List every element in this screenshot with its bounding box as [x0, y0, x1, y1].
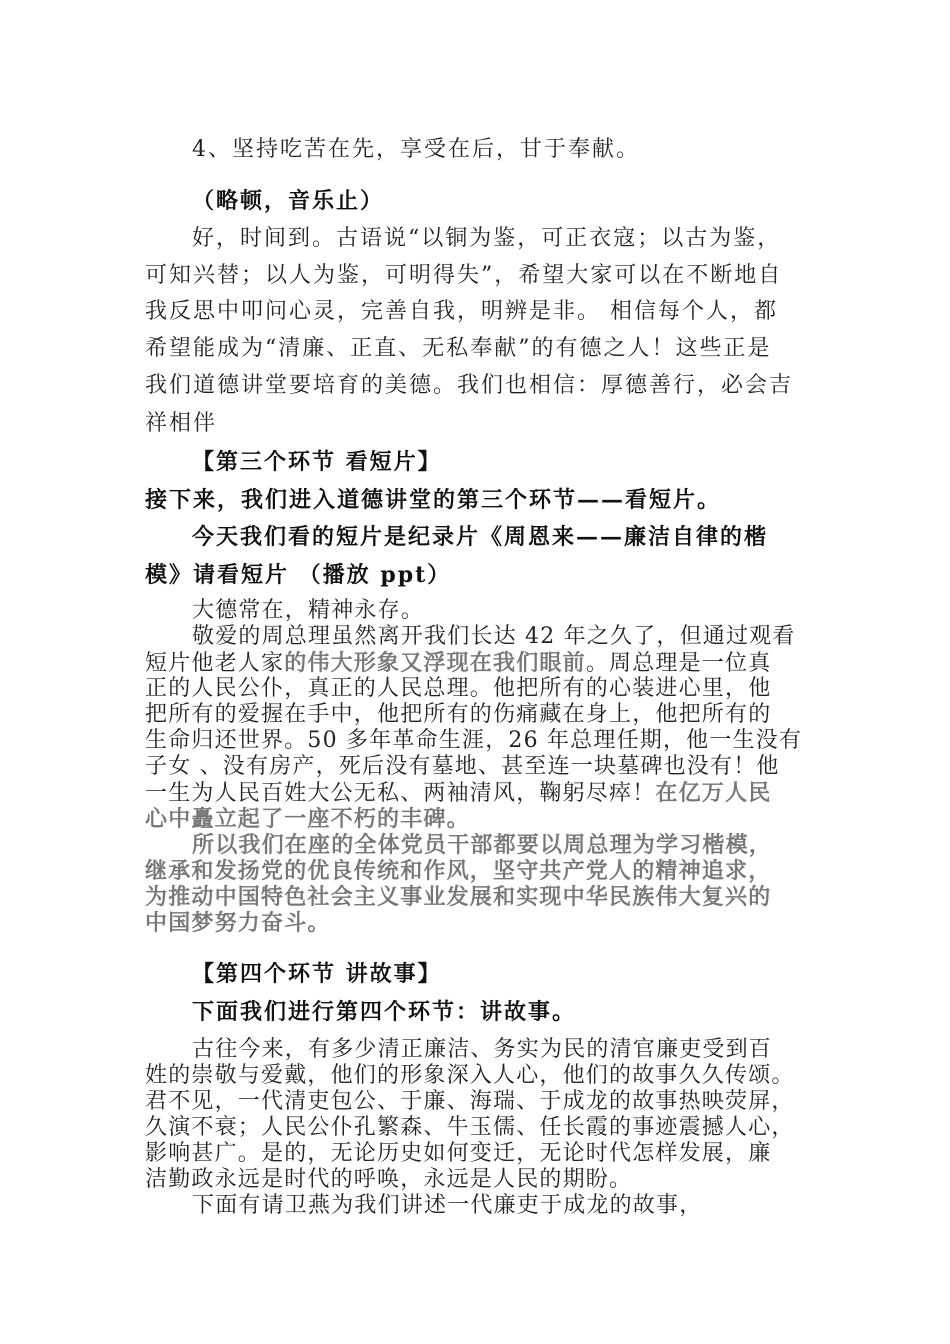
section4-heading: 【第四个环节 讲故事】: [192, 961, 442, 987]
emphasis-text: 在亿万人民: [655, 780, 772, 806]
paragraph-line: 好，时间到。古语说“以铜为鉴，可正衣寇；以古为鉴，: [192, 226, 782, 251]
paragraph-line: 我反思中叩问心灵，完善自我，明辨是非。 相信每个人，都: [145, 299, 778, 324]
paragraph-line: 我们道德讲堂要培育的美德。我们也相信：厚德善行，必会吉: [145, 373, 794, 398]
paragraph-line: 把所有的爱握在手中，他把所有的伤痛藏在身上，他把所有的: [145, 702, 772, 727]
section3-heading: 【第三个环节 看短片】: [192, 449, 442, 475]
paragraph-line: 久演不衰；人民公仆孔繁森、牛玉儒、任长霞的事迹震撼人心，: [145, 1115, 795, 1140]
paragraph-line: 子女 、没有房产，死后没有墓地、甚至连一块墓碑也没有！他: [145, 754, 780, 779]
text-run: 。周总理是一位真: [585, 651, 772, 676]
paragraph-line: 为推动中国特色社会主义事业发展和实现中华民族伟大复兴的: [145, 884, 772, 910]
motto-line: 大德常在，精神永存。: [192, 598, 425, 623]
paragraph-line: 敬爱的周总理虽然离开我们长达 42 年之久了，但通过观看: [192, 624, 796, 649]
paragraph-line: [145, 652, 771, 675]
paragraph-line: 可知兴替；以人为鉴，可明得失”，希望大家可以在不断地自: [145, 263, 783, 288]
paragraph-line: [145, 782, 771, 805]
paragraph-line: 下面有请卫燕为我们讲述一代廉吏于成龙的故事，: [192, 1193, 703, 1218]
paragraph-line: 继承和发扬党的优良传统和作风，坚守共产党人的精神追求，: [145, 858, 772, 884]
paragraph-line: 生命归还世界。50 多年革命生涯，26 年总理任期，他一生没有: [145, 728, 803, 753]
film-title-line: 模》请看短片 （播放 ppt）: [145, 562, 452, 588]
paragraph-line: 祥相伴: [145, 411, 218, 436]
paragraph-line: 影响甚广。是的，无论历史如何变迁，无论时代怎样发展，廉: [145, 1141, 772, 1166]
paragraph-line: 所以我们在座的全体党员干部都要以周总理为学习楷模，: [192, 832, 773, 858]
film-title-line: 今天我们看的短片是纪录片《周恩来——廉洁自律的楷: [192, 524, 769, 550]
paragraph-line: 心中矗立起了一座不朽的丰碑。: [145, 806, 470, 832]
paragraph-line: 中国梦努力奋斗。: [145, 910, 331, 936]
paragraph-line: 君不见，一代清吏包公、于廉、海瑞、于成龙的故事热映荧屏，: [145, 1089, 795, 1114]
paragraph-line: 洁勤政永远是时代的呼唤，永远是人民的期盼。: [145, 1167, 633, 1192]
paragraph-line: 姓的崇敬与爱戴，他们的形象深入人心，他们的故事久久传颂。: [145, 1063, 795, 1088]
section3-intro: 接下来，我们进入道德讲堂的第三个环节——看短片。: [145, 487, 722, 513]
paragraph-line: 古往今来，有多少清正廉洁、务实为民的清官廉吏受到百: [192, 1037, 773, 1062]
paragraph-line: 正的人民公仆，真正的人民总理。他把所有的心装进心里，他: [145, 676, 772, 701]
text-run: 短片他老人家: [145, 651, 285, 676]
stage-direction-pause: （略顿，音乐止）: [192, 188, 385, 214]
emphasis-text: 的伟大形象又浮现在我们眼前: [284, 650, 586, 676]
list-item-4: 4、坚持吃苦在先，享受在后，甘于奉献。: [192, 137, 640, 162]
text-run: 一生为人民百姓大公无私、两袖清风，鞠躬尽瘁！: [145, 781, 656, 806]
section4-intro: 下面我们进行第四个环节：讲故事。: [192, 999, 577, 1025]
paragraph-line: 希望能成为“清廉、正直、无私奉献”的有德之人！这些正是: [145, 336, 772, 361]
